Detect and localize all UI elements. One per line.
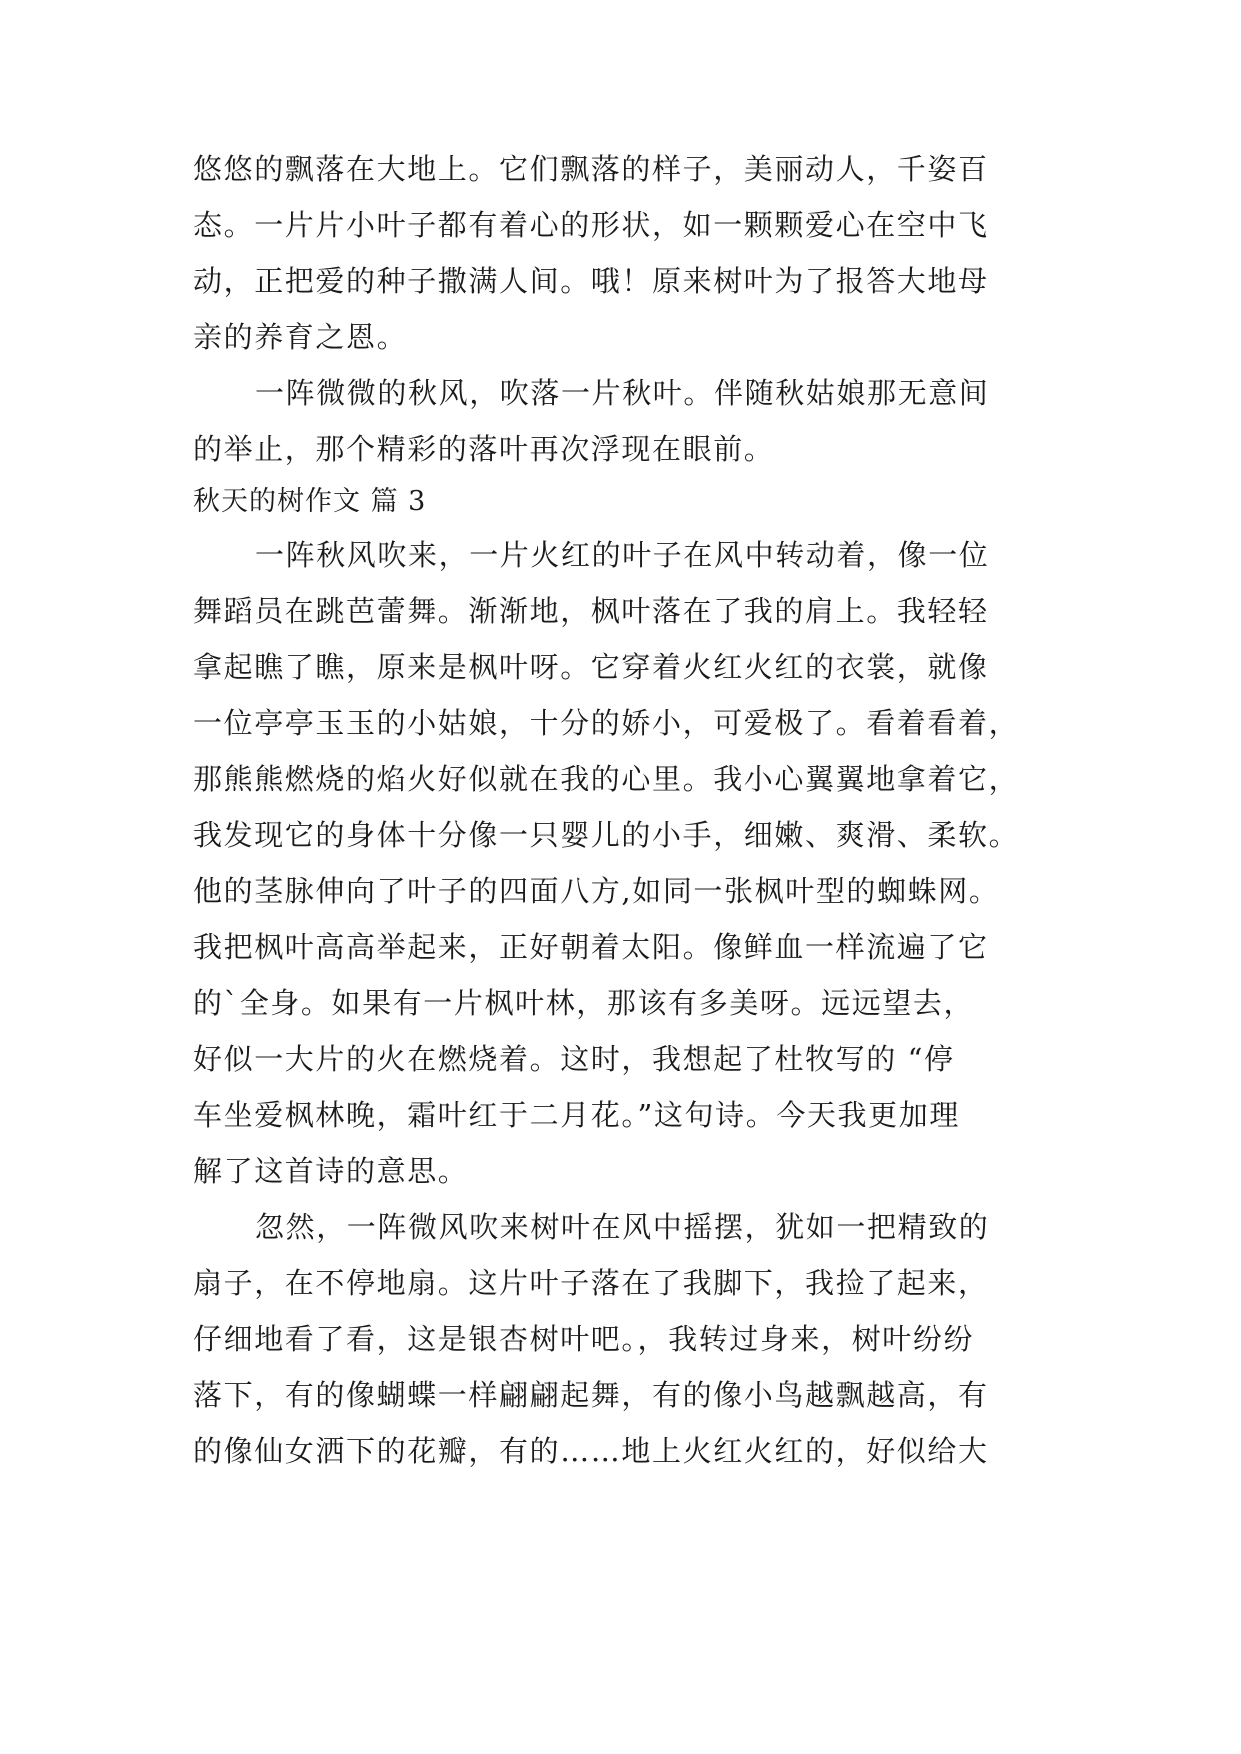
- text-line: 动，正把爱的种子撒满人间。哦！原来树叶为了报答大地母: [193, 264, 989, 298]
- section-heading: 秋天的树作文 篇 3: [193, 486, 427, 517]
- text-line: 我把枫叶高高举起来，正好朝着太阳。像鲜血一样流遍了它: [193, 930, 989, 964]
- text-line: 拿起瞧了瞧，原来是枫叶呀。它穿着火红火红的衣裳，就像: [193, 650, 989, 684]
- text-line: 仔细地看了看，这是银杏树叶吧。，我转过身来，树叶纷纷: [193, 1322, 975, 1356]
- text-line: 落下，有的像蝴蝶一样翩翩起舞，有的像小鸟越飘越高，有: [193, 1378, 989, 1412]
- text-line: 解了这首诗的意思。: [193, 1154, 469, 1188]
- text-line: 车坐爱枫林晚，霜叶红于二月花。”这句诗。今天我更加理: [193, 1098, 960, 1132]
- text-line: 他的茎脉伸向了叶子的四面八方,如同一张枫叶型的蜘蛛网。: [193, 874, 1000, 908]
- text-line: 那熊熊燃烧的焰火好似就在我的心里。我小心翼翼地拿着它，: [193, 762, 1020, 796]
- text-line: 悠悠的飘落在大地上。它们飘落的样子，美丽动人，千姿百: [193, 152, 989, 186]
- text-line: 舞蹈员在跳芭蕾舞。渐渐地，枫叶落在了我的肩上。我轻轻: [193, 594, 989, 628]
- text-line: 态。一片片小叶子都有着心的形状，如一颗颗爱心在空中飞: [193, 208, 989, 242]
- text-line: 好似一大片的火在燃烧着。这时，我想起了杜牧写的 “停: [193, 1042, 955, 1076]
- text-line: 一阵秋风吹来，一片火红的叶子在风中转动着，像一位: [255, 538, 990, 572]
- text-line: 一阵微微的秋风，吹落一片秋叶。伴随秋姑娘那无意间: [255, 376, 990, 410]
- text-line: 的像仙女洒下的花瓣，有的……地上火红火红的，好似给大: [193, 1434, 989, 1468]
- text-line: 扇子，在不停地扇。这片叶子落在了我脚下，我捡了起来，: [193, 1266, 989, 1300]
- text-line: 一位亭亭玉玉的小姑娘，十分的娇小，可爱极了。看着看着，: [193, 706, 1020, 740]
- text-line: 忽然，一阵微风吹来树叶在风中摇摆，犹如一把精致的: [255, 1210, 990, 1244]
- text-line: 的举止，那个精彩的落叶再次浮现在眼前。: [193, 432, 775, 466]
- text-line: 亲的养育之恩。: [193, 320, 408, 354]
- text-line: 我发现它的身体十分像一只婴儿的小手，细嫩、爽滑、柔软。: [193, 818, 1020, 852]
- text-line: 的`全身。如果有一片枫叶林，那该有多美呀。远远望去，: [193, 986, 975, 1020]
